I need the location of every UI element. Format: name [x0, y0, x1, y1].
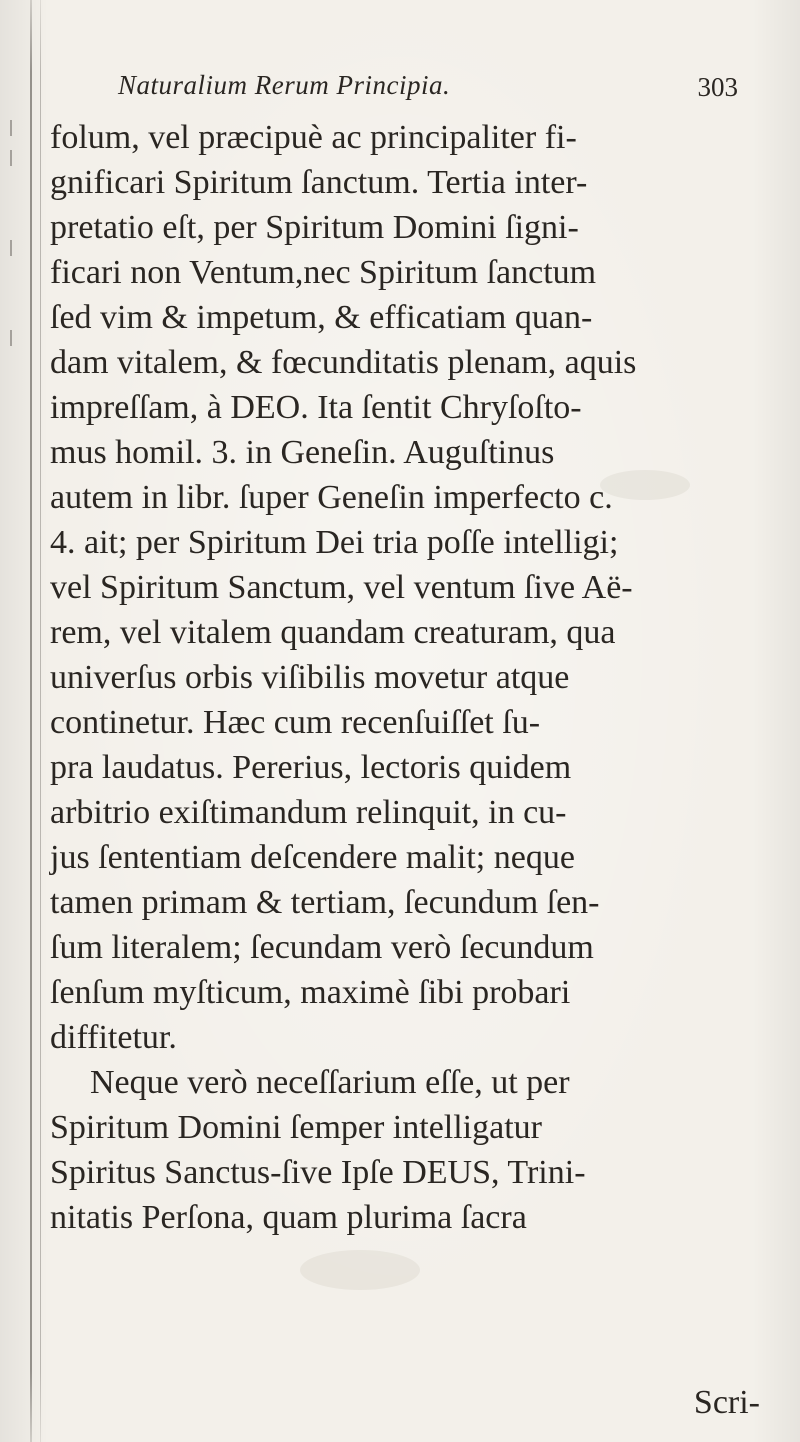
text-line: univerſus orbis viſibilis movetur atque: [50, 659, 570, 696]
text-line: diffitetur.: [50, 1019, 177, 1056]
text-line: ſed vim & impetum, & efficatiam quan-: [50, 299, 593, 336]
text-line: arbitrio exiſtimandum relinquit, in cu-: [50, 794, 567, 831]
page-header: [118, 70, 738, 110]
text-line: Spiritus Sanctus-ſive Ipſe DEUS, Trini-: [50, 1154, 586, 1191]
text-line: autem in libr. ſuper Geneſin imperfecto c.: [50, 479, 613, 516]
text-line: pretatio eſt, per Spiritum Domini ſigni-: [50, 209, 579, 246]
page-number: 303: [697, 72, 738, 102]
text-line: vel Spiritum Sanctum, vel ventum ſive Aë-: [50, 569, 633, 606]
text-line: 4. ait; per Spiritum Dei tria poſſe intelligi;: [50, 524, 619, 561]
text-line: nitatis Perſona, quam plurima ſacra: [50, 1199, 527, 1236]
binding-edge: [30, 0, 32, 1442]
text-line: ficari non Ventum,nec Spiritum ſanctum: [50, 254, 597, 291]
text-line: impreſſam, à DEO. Ita ſentit Chryſoſto-: [50, 389, 582, 426]
main-text: [50, 115, 770, 1240]
text-line: mus homil. 3. in Geneſin. Auguſtinus: [50, 434, 555, 471]
text-line: pra laudatus. Pererius, lectoris quidem: [50, 749, 572, 786]
text-line: Spiritum Domini ſemper intelligatur: [50, 1109, 542, 1146]
binding-edge-shadow: [40, 0, 41, 1442]
text-line: gnificari Spiritum ſanctum. Tertia inter-: [50, 164, 588, 201]
text-line: folum, vel præcipuè ac principaliter fi-: [50, 119, 577, 156]
text-line: rem, vel vitalem quandam creaturam, qua: [50, 614, 616, 651]
catchword: Scri-: [693, 1384, 760, 1421]
margin-mark: [10, 330, 20, 346]
text-line: jus ſententiam deſcendere malit; neque: [50, 839, 575, 876]
text-line: ſenſum myſticum, maximè ſibi probari: [50, 974, 571, 1011]
text-line: dam vitalem, & fœcunditatis plenam, aquis: [50, 344, 637, 381]
text-line: ſum literalem; ſecundam verò ſecundum: [50, 929, 594, 966]
text-line: tamen primam & tertiam, ſecundum ſen-: [50, 884, 600, 921]
text-line: Neque verò neceſſarium eſſe, ut per: [90, 1064, 570, 1101]
paper-stain: [300, 1250, 420, 1290]
margin-mark: [10, 150, 20, 166]
margin-mark: [10, 120, 20, 136]
text-line: continetur. Hæc cum recenſuiſſet ſu-: [50, 704, 541, 741]
margin-mark: [10, 240, 20, 256]
running-head: Naturalium Rerum Principia.: [118, 70, 451, 100]
